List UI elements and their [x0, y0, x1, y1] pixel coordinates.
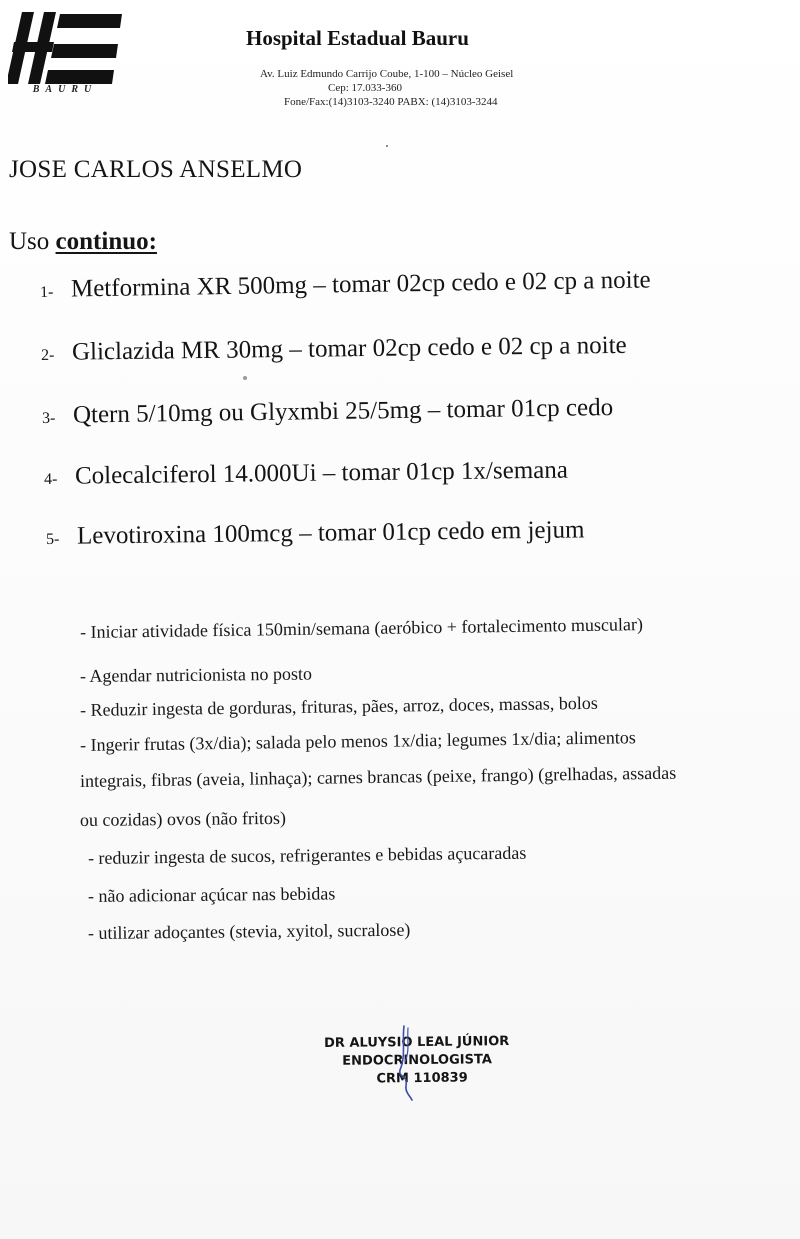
recommendation-line: integrais, fibras (aveia, linhaça); carnes brancas (peixe, frango) (grelhadas, assadas	[79, 762, 677, 791]
recommendation-line: - Ingerir frutas (3x/dia); salada pelo menos 1x/dia; legumes 1x/dia; alimentos	[79, 727, 636, 755]
hospital-name: Hospital Estadual Bauru	[246, 26, 469, 50]
medication-item	[46, 516, 585, 551]
medication-number: 3-	[41, 409, 56, 427]
medication-item	[42, 394, 614, 430]
address-line: Av. Luiz Edmundo Carrijo Coube, 1-100 – Núcleo Geisel	[260, 68, 514, 80]
doctor-crm: CRM 110839	[376, 1070, 468, 1087]
medication-number: 5-	[45, 530, 60, 548]
medication-number: 2-	[40, 346, 55, 364]
doctor-stamp	[324, 1034, 554, 1087]
medication-item	[44, 457, 568, 491]
usage-emphasis: continuo:	[55, 228, 157, 255]
paper-speck	[386, 145, 388, 147]
logo-caption: BAURU	[32, 84, 98, 95]
phone-line: Fone/Fax:(14)3103-3240 PABX: (14)3103-3244	[284, 96, 498, 108]
paper-speck	[243, 376, 247, 380]
recommendation-line: - reduzir ingesta de sucos, refrigerantes e bebidas açucaradas	[87, 842, 527, 868]
usage-prefix: Uso	[9, 228, 56, 255]
postal-code: Cep: 17.033-360	[328, 82, 402, 94]
doctor-specialty: ENDOCRINOLOGISTA	[342, 1052, 492, 1069]
recommendation-line: - não adicionar açúcar nas bebidas	[87, 883, 336, 906]
medication-text: Levotiroxina 100mcg – tomar 01cp cedo em jejum	[76, 516, 585, 550]
doctor-name: DR ALUYSIO LEAL JÚNIOR	[324, 1034, 510, 1051]
recommendation-line: ou cozidas) ovos (não fritos)	[79, 807, 287, 830]
medication-number: 4-	[43, 470, 58, 488]
medication-text: Gliclazida MR 30mg – tomar 02cp cedo e 02 cp a noite	[71, 331, 627, 366]
medication-text: Metformina XR 500mg – tomar 02cp cedo e 02 cp a noite	[70, 266, 651, 303]
medication-text: Colecalciferol 14.000Ui – tomar 01cp 1x/semana	[74, 456, 569, 490]
medication-text: Qtern 5/10mg ou Glyxmbi 25/5mg – tomar 01cp cedo	[72, 394, 614, 429]
recommendation-line: - Agendar nutricionista no posto	[79, 663, 313, 686]
usage-heading	[9, 228, 157, 256]
recommendation-line: - utilizar adoçantes (stevia, xyitol, sucralose)	[87, 919, 411, 943]
medication-item	[40, 266, 651, 304]
signature-pen-icon	[386, 1022, 426, 1102]
recommendation-line: - Reduzir ingesta de gorduras, frituras, pães, arroz, doces, massas, bolos	[79, 692, 598, 720]
medication-number: 1-	[39, 283, 54, 301]
recommendation-line: - Iniciar atividade física 150min/semana (aeróbico + fortalecimento muscular)	[79, 614, 643, 642]
patient-name: JOSE CARLOS ANSELMO	[9, 156, 303, 183]
medication-item	[41, 332, 627, 367]
